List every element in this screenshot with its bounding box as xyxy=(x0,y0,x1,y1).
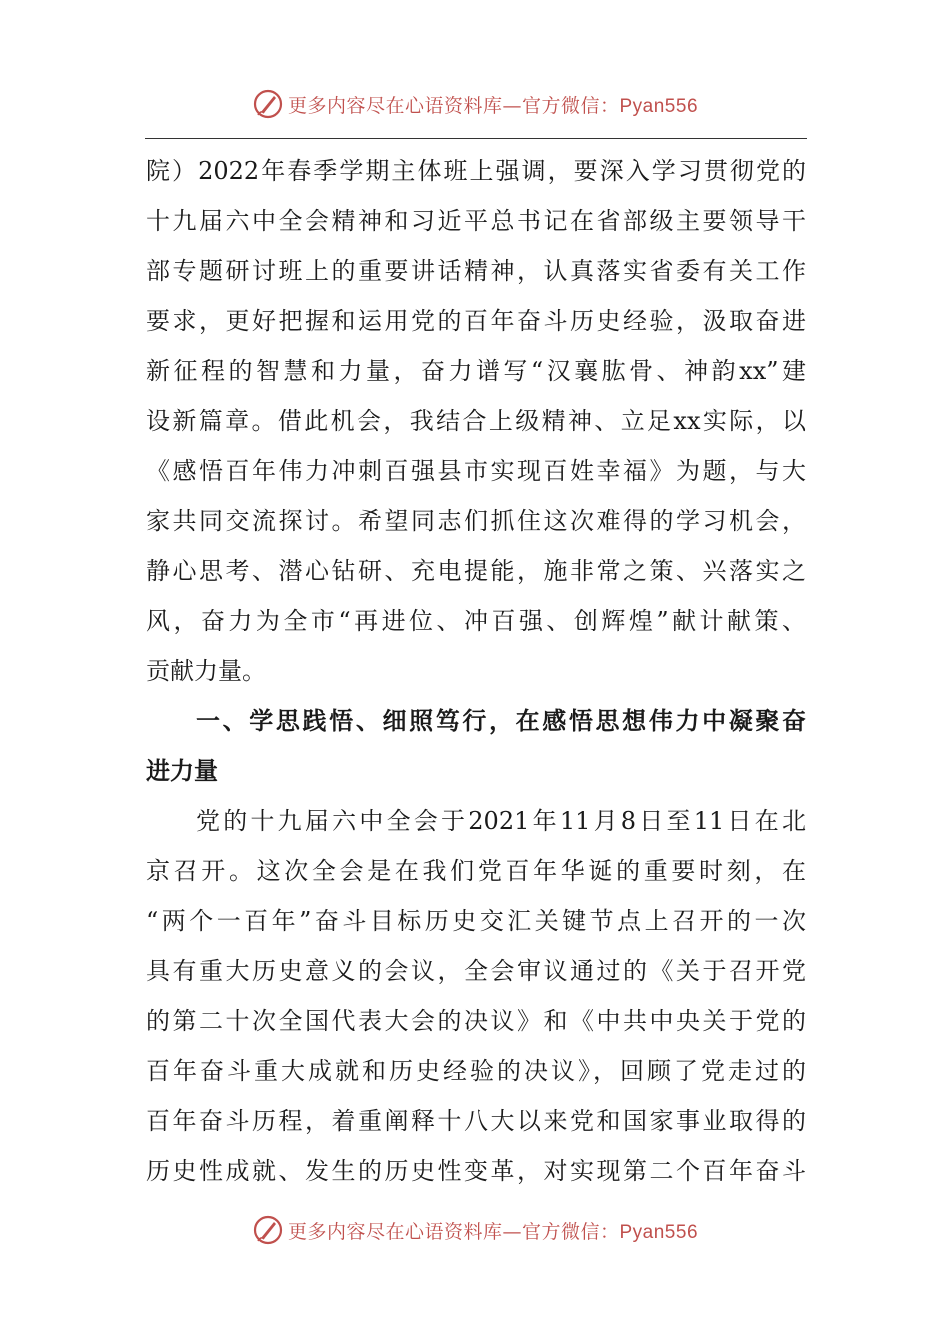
banner-wechat-label: 官方微信： xyxy=(521,94,620,117)
text-line: 院）2022年春季学期主体班上强调，要深入学习贯彻党的 xyxy=(146,157,806,185)
quill-logo-icon xyxy=(252,88,284,120)
header-banner xyxy=(0,84,950,124)
banner-wechat-id: Pyan556 xyxy=(619,1221,699,1243)
text-line: 贡献力量。 xyxy=(146,657,266,685)
section-heading xyxy=(146,696,806,796)
text-line: 百年奋斗历程，着重阐释十八大以来党和国家事业取得的 xyxy=(146,1107,806,1135)
paragraph-plenum xyxy=(146,796,806,1196)
text-line: “两个一百年”奋斗目标历史交汇关键节点上召开的一次 xyxy=(146,907,806,935)
text-line: 历史性成就、发生的历史性变革，对实现第二个百年奋斗 xyxy=(146,1157,806,1185)
text-line: 家共同交流探讨。希望同志们抓住这次难得的学习机会， xyxy=(146,507,806,535)
header-divider xyxy=(145,138,807,139)
banner-title: 更多内容尽在心语资料库 xyxy=(287,94,503,117)
text-line: 的第二十次全国代表大会的决议》和《中共中央关于党的 xyxy=(146,1007,806,1035)
text-line: 部专题研讨班上的重要讲话精神，认真落实省委有关工作 xyxy=(146,257,806,285)
text-line: 风，奋力为全市“再进位、冲百强、创辉煌”献计献策、 xyxy=(146,607,806,635)
banner-text xyxy=(288,91,698,118)
text-line: 要求，更好把握和运用党的百年奋斗历史经验，汲取奋进 xyxy=(146,307,806,335)
quill-logo-icon xyxy=(252,1214,284,1246)
text-line: 十九届六中全会精神和习近平总书记在省部级主要领导干 xyxy=(146,207,806,235)
text-line: 设新篇章。借此机会，我结合上级精神、立足xx实际，以 xyxy=(146,407,806,435)
text-line: 党的十九届六中全会于2021年11月8日至11日在北 xyxy=(196,807,806,835)
text-line: 《感悟百年伟力冲刺百强县市实现百姓幸福》为题，与大 xyxy=(146,457,806,485)
footer-banner xyxy=(0,1210,950,1250)
banner-dash: — xyxy=(502,1220,522,1243)
banner-dash: — xyxy=(502,94,522,117)
text-line: 静心思考、潜心钻研、充电提能，施非常之策、兴落实之 xyxy=(146,557,806,585)
heading-line: 进力量 xyxy=(146,757,218,785)
paragraph-intro xyxy=(146,146,806,696)
text-line: 京召开。这次全会是在我们党百年华诞的重要时刻，在 xyxy=(146,857,806,885)
banner-title: 更多内容尽在心语资料库 xyxy=(287,1220,503,1243)
banner-text xyxy=(288,1217,698,1244)
banner-wechat-id: Pyan556 xyxy=(619,95,699,117)
text-line: 新征程的智慧和力量，奋力谱写“汉襄肱骨、神韵xx”建 xyxy=(146,357,806,385)
text-line: 具有重大历史意义的会议，全会审议通过的《关于召开党 xyxy=(146,957,806,985)
text-line: 百年奋斗重大成就和历史经验的决议》，回顾了党走过的 xyxy=(146,1057,806,1085)
banner-wechat-label: 官方微信： xyxy=(521,1220,620,1243)
document-body xyxy=(146,146,806,1196)
heading-line: 一、学思践悟、细照笃行，在感悟思想伟力中凝聚奋 xyxy=(196,707,806,735)
